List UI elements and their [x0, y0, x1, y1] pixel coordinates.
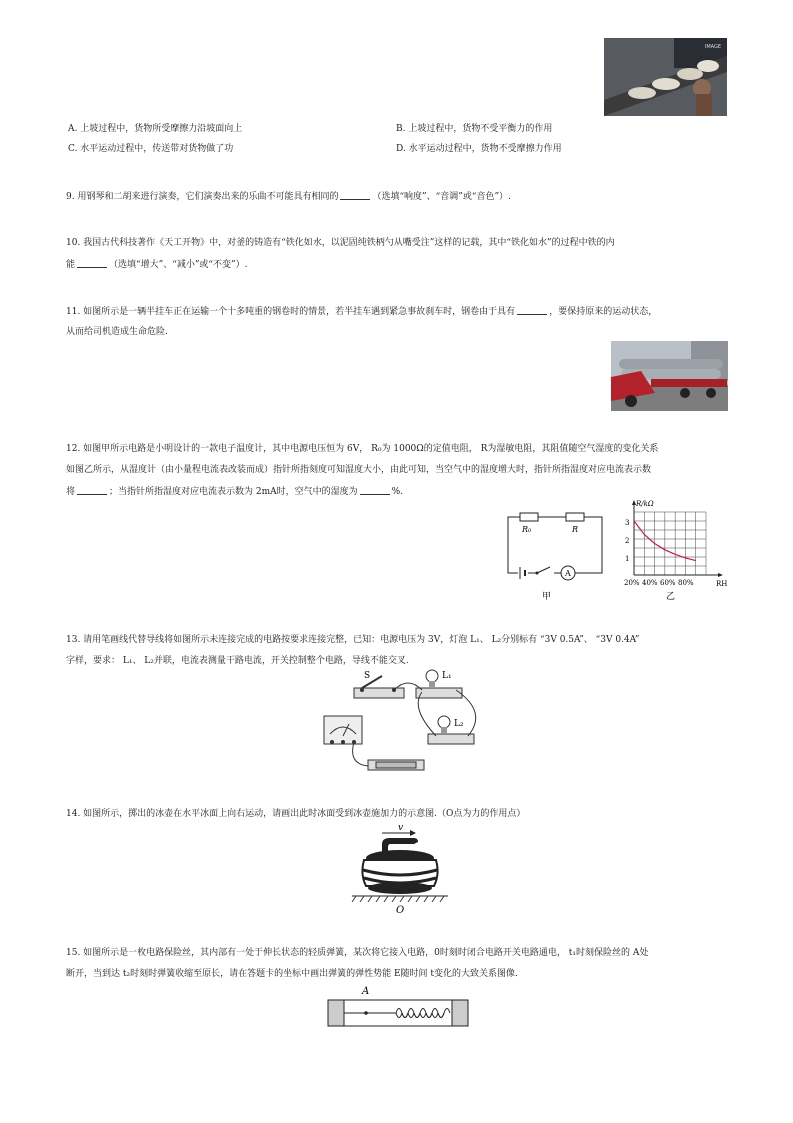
q12-text-mid: ；当指针所指湿度对应电流表示数为 2mA时，空气中的湿度为: [109, 487, 358, 497]
truck-photo: [611, 341, 728, 411]
option-b: B. 上坡过程中，货物不受平衡力的作用: [396, 124, 553, 134]
q10-text-before: 能: [66, 260, 76, 270]
question-12-line2: 如图乙所示，从湿度计（由小量程电流表改装而成）指针所指刻度可知湿度大小，由此可知，当空气中的湿度增大时，指针所指湿度对应电流表示数: [66, 465, 652, 475]
ammeter-device: [324, 716, 362, 744]
q10-text-after: （选填“增大”、“减小”或“不变”）.: [109, 260, 248, 270]
r-label: R: [572, 525, 579, 534]
q9-text-before: 9. 用钢琴和二胡来进行演奏，它们演奏出来的乐曲不可能具有相同的: [66, 192, 339, 202]
fuse-diagram: [326, 980, 470, 1030]
conveyor-photo: [604, 38, 727, 116]
question-13-line1: 13. 请用笔画线代替导线将如图所示未连接完成的电路按要求连接完整，已知：电源电压为 3V，灯泡 L₁、 L₂分别标有 “3V 0.5A”、 “3V 0.4A”: [66, 635, 640, 645]
question-15-line1: 15. 如图所示是一枚电路保险丝，其内部有一处于伸长状态的轻质弹簧，某次将它接入电路，0时刻时闭合电路开关电路通电， t₁时刻保险丝的 A处: [66, 948, 649, 958]
xtick-40: 40%: [642, 579, 658, 587]
question-10-line1: 10. 我国古代科技著作《天工开物》中，对釜的铸造有“铁化如水，以泥固纯铁柄勺从嘴受注”这样的记载，其中“铁化如水”的过程中铁的内: [66, 238, 615, 248]
fuse-point-a-label: A: [362, 986, 370, 997]
graph-grid: [634, 512, 706, 575]
q11-answer-blank[interactable]: [517, 305, 547, 315]
physical-circuit: [318, 668, 488, 780]
q9-text-after: （选填“响度”、“音调”或“音色”）.: [372, 192, 511, 202]
xtick-80: 80%: [678, 579, 694, 587]
q12-answer-blank-2[interactable]: [360, 485, 390, 495]
question-14: 14. 如图所示，掷出的冰壶在水平冰面上向右运动，请画出此时冰面受到冰壶施加力的示意图.（O点为力的作用点）: [66, 809, 526, 819]
option-d: D. 水平运动过程中，货物不受摩擦力作用: [396, 144, 562, 154]
q11-text-before: 11. 如图所示是一辆半挂车正在运输一个十多吨重的钢卷时的情景，若半挂车遇到紧急事故刹车时，钢卷由于具有: [66, 307, 516, 317]
humidity-resistance-graph: [620, 497, 732, 607]
q11-text-after: ，要保持原来的运动状态，: [549, 307, 658, 317]
graph-ylabel: R/kΩ: [636, 500, 654, 508]
lamp-l2-label: L₂: [454, 719, 464, 729]
graph-xlabel: RH: [716, 580, 728, 588]
ytick-1: 1: [625, 555, 630, 563]
lamp-l1-label: L₁: [442, 671, 452, 681]
lamp-l1-bulb: [426, 670, 438, 682]
ytick-3: 3: [625, 519, 630, 527]
option-a: A. 上坡过程中，货物所受摩擦力沿坡面向上: [68, 124, 243, 134]
ammeter-label: A: [565, 569, 571, 578]
question-12-line1: 12. 如图甲所示电路是小明设计的一款电子温度计，其中电源电压恒为 6V， R₀为 1000Ω的定值电阻， R为湿敏电阻，其阻值随空气湿度的变化关系: [66, 444, 659, 454]
resistor-r0: [520, 513, 538, 521]
q9-answer-blank[interactable]: [340, 190, 370, 200]
question-15-line2: 断开，当到达 t₂时刻时弹簧收缩至原长，请在答题卡的坐标中画出弹簧的弹性势能 E随时间 t变化的大致关系图像.: [66, 969, 518, 979]
lamp-l2-bulb: [438, 716, 450, 728]
point-o-label: O: [396, 905, 405, 916]
r0-label: R₀: [522, 525, 532, 534]
q12-text-before: 将: [66, 487, 76, 497]
question-11-line1: [66, 305, 657, 318]
graph-caption: 乙: [666, 592, 676, 602]
circuit-caption: 甲: [542, 592, 552, 602]
velocity-label: v: [398, 823, 404, 833]
question-11-line2: 从而给司机造成生命危险.: [66, 327, 168, 337]
circuit-diagram-jia: [500, 505, 610, 605]
xtick-20: 20%: [624, 579, 640, 587]
q12-text-after: %.: [391, 487, 404, 497]
question-10-line2: [66, 258, 247, 271]
question-9: [66, 190, 511, 203]
switch-label: S: [364, 671, 371, 681]
fuse-point-a: [364, 1011, 368, 1015]
xtick-60: 60%: [660, 579, 676, 587]
q12-answer-blank-1[interactable]: [77, 485, 107, 495]
resistor-r: [566, 513, 584, 521]
question-12-line3: [66, 485, 403, 498]
lamp-l1-base: [416, 688, 462, 698]
question-13-line2: 字样，要求： L₁、 L₂并联，电流表测量干路电流，开关控制整个电路，导线不能交叉.: [66, 656, 409, 666]
option-c: C. 水平运动过程中，传送带对货物做了功: [68, 144, 234, 154]
fuse-left-cap: [328, 1000, 344, 1026]
photo-logo: IMAGE: [704, 44, 721, 50]
q10-answer-blank[interactable]: [77, 258, 107, 268]
ytick-2: 2: [625, 537, 630, 545]
curling-stone-diagram: [348, 820, 452, 916]
fuse-right-cap: [452, 1000, 468, 1026]
